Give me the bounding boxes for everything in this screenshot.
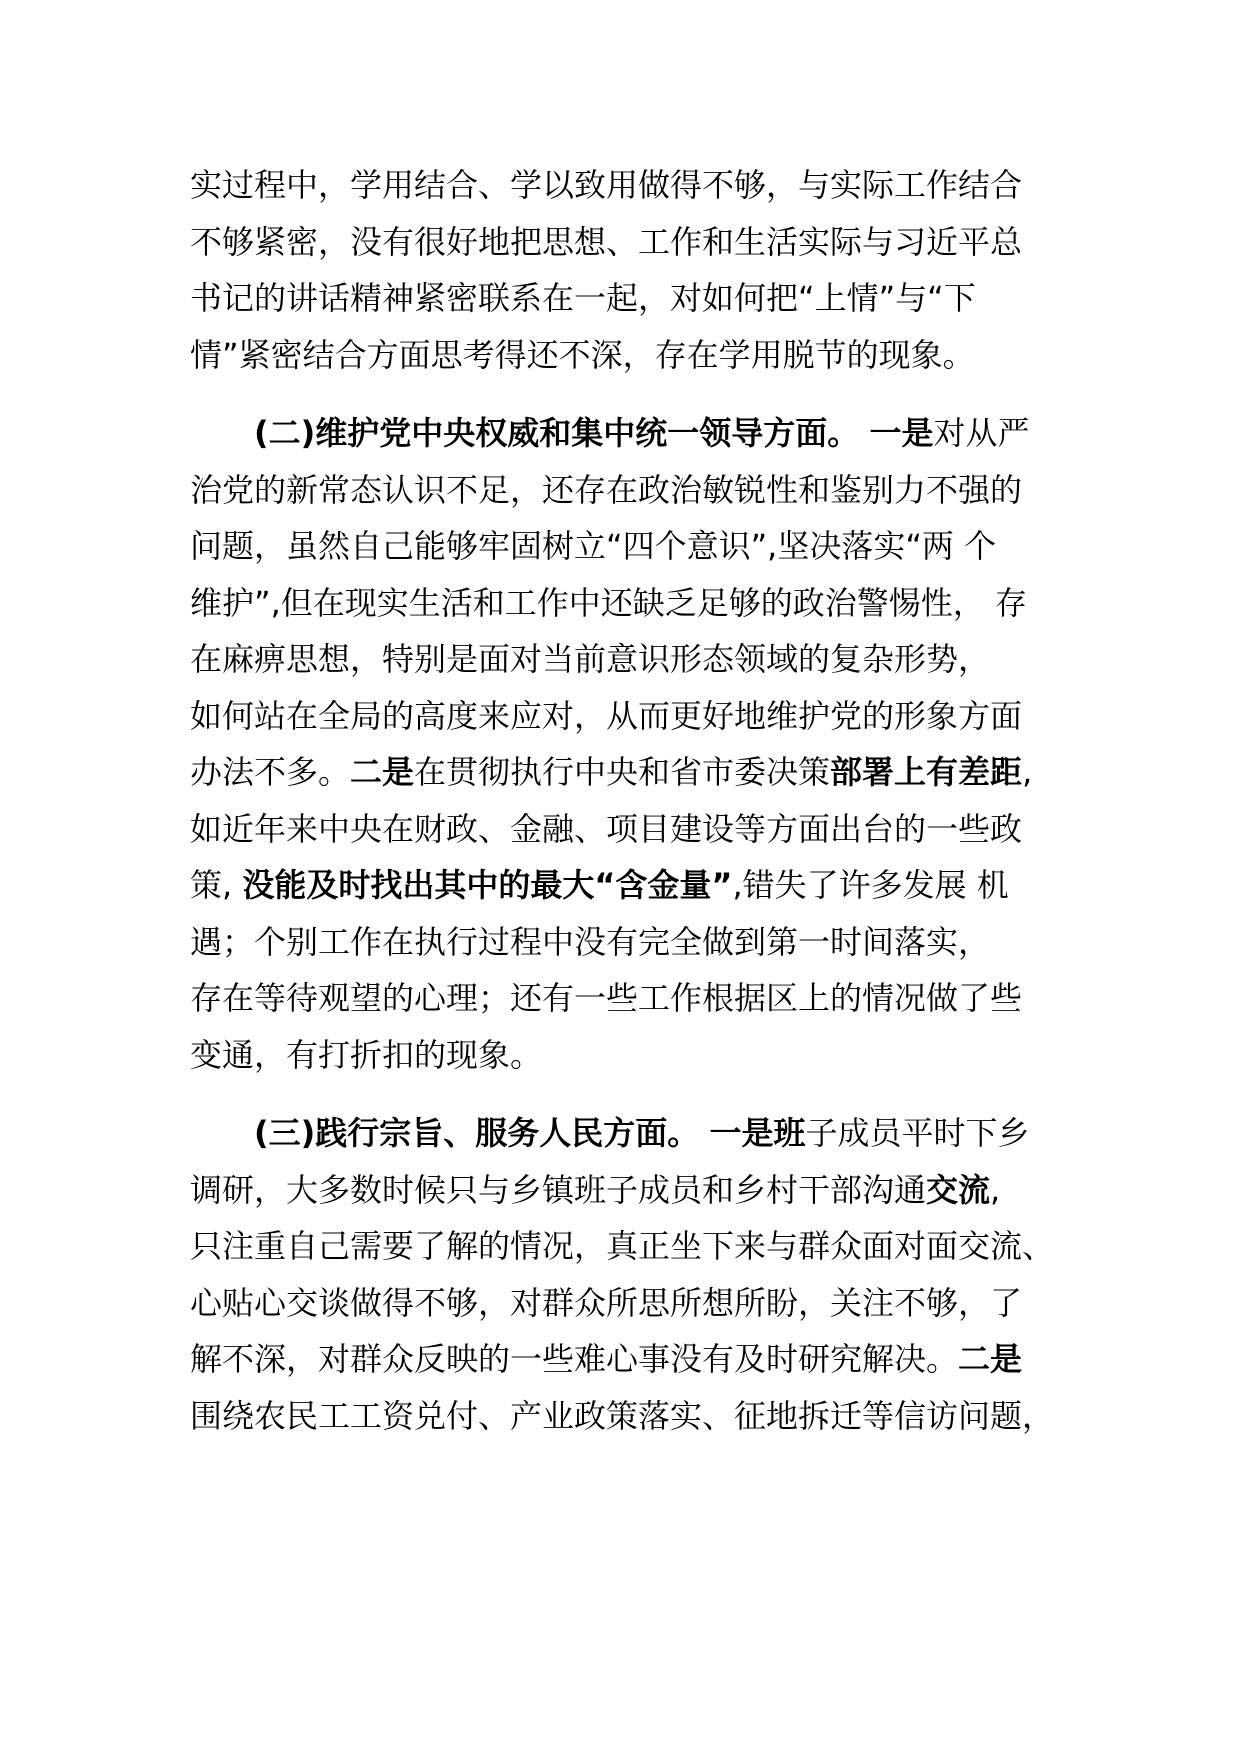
- text-segment: 变通，有打折扣的现象。: [190, 1035, 543, 1074]
- text-segment: 如何站在全局的高度来应对，从而更好地维护党的形象方面: [190, 696, 1023, 735]
- paragraph: [190, 157, 1090, 383]
- text-segment: 问题，虽然自己能够牢固树立“四个意识”,坚决落实“两 个: [190, 527, 997, 565]
- text-segment: 对从严: [933, 414, 1030, 452]
- text-line: [190, 214, 1090, 271]
- text-segment: 实过程中，学用结合、学以致用做得不够，与实际工作结合: [190, 166, 1023, 204]
- bold-text: (三)践行宗旨、服务人民方面。: [254, 1114, 700, 1152]
- text-segment: 办法不多。: [190, 753, 351, 791]
- text-segment: 情”紧密结合方面思考得还不深，存在学用脱节的现象。: [190, 335, 975, 374]
- bold-text: 一是: [869, 414, 934, 452]
- text-line: [190, 1331, 1090, 1388]
- text-line: [190, 157, 1090, 214]
- text-line: [190, 1388, 1090, 1445]
- text-line: [190, 914, 1090, 971]
- text-segment: 如近年来中央在财政、金融、项目建设等方面出台的一些政: [190, 809, 1023, 848]
- text-line: [190, 688, 1090, 745]
- text-line: [190, 631, 1090, 688]
- bold-text: 交流: [926, 1170, 991, 1209]
- bold-text: 二是: [350, 753, 415, 791]
- bold-text: 一是班: [709, 1114, 806, 1152]
- text-segment: 在贯彻执行中央和省市委决策: [414, 753, 831, 791]
- text-segment: [699, 1114, 709, 1152]
- text-segment: 调研，大多数时候只与乡镇班子成员和乡村干部沟通: [190, 1170, 927, 1209]
- text-line: [190, 744, 1090, 801]
- text-segment: 治党的新常态认识不足，还存在政治敏锐性和鉴别力不强的: [190, 470, 1023, 509]
- text-line: [190, 518, 1090, 575]
- text-line: [190, 327, 1090, 384]
- text-segment: 心贴心交谈做得不够，对群众所思所想所盼，关注不够，了: [190, 1283, 1023, 1322]
- text-segment: 维护”,但在现实生活和工作中还缺乏足够的政治警惕性， 存: [190, 583, 1027, 622]
- text-line: [190, 575, 1090, 632]
- bold-text: (二)维护党中央权威和集中统一领导方面。: [254, 414, 860, 452]
- paragraph: [190, 405, 1090, 1083]
- text-line: [190, 1275, 1090, 1332]
- text-line: [190, 1027, 1090, 1084]
- text-line: [190, 1218, 1090, 1275]
- text-segment: 只注重自己需要了解的情况，真正坐下来与群众面对面交流、: [190, 1227, 1055, 1265]
- bold-text: 没能及时找出其中的最大“含金量”: [242, 866, 733, 904]
- text-line: [190, 462, 1090, 519]
- text-segment: 解不深，对群众反映的一些难心事没有及时研究解决。: [190, 1340, 959, 1378]
- text-segment: 不够紧密，没有很好地把思想、工作和生活实际与习近平总: [190, 222, 1023, 261]
- text-line: [190, 405, 1090, 462]
- text-segment: 子成员平时下乡: [805, 1114, 1030, 1152]
- text-segment: 在麻痹思想，特别是面对当前意识形态领域的复杂形势，: [190, 640, 991, 678]
- text-segment: ,错失了许多发展 机: [732, 866, 1009, 904]
- text-line: [190, 801, 1090, 858]
- text-line: [190, 1162, 1090, 1219]
- text-line: [190, 270, 1090, 327]
- text-segment: 存在等待观望的心理；还有一些工作根据区上的情况做了些: [190, 979, 1023, 1017]
- text-segment: ,: [990, 1170, 1001, 1209]
- bold-text: 二是: [958, 1340, 1023, 1378]
- text-line: [190, 970, 1090, 1027]
- text-line: [190, 1105, 1090, 1162]
- text-segment: 围绕农民工工资兑付、产业政策落实、征地拆迁等信访问题，: [190, 1396, 1055, 1435]
- text-segment: 书记的讲话精神紧密联系在一起，对如何把“上情”与“下: [190, 279, 976, 317]
- document-body: [190, 157, 1090, 1444]
- text-segment: 策,: [190, 866, 243, 904]
- paragraph: [190, 1105, 1090, 1444]
- text-segment: [859, 414, 869, 452]
- text-segment: 遇；个别工作在执行过程中没有完全做到第一时间落实，: [190, 922, 991, 961]
- text-segment: ,: [1022, 753, 1033, 791]
- text-line: [190, 857, 1090, 914]
- bold-text: 部署上有差距: [830, 753, 1023, 791]
